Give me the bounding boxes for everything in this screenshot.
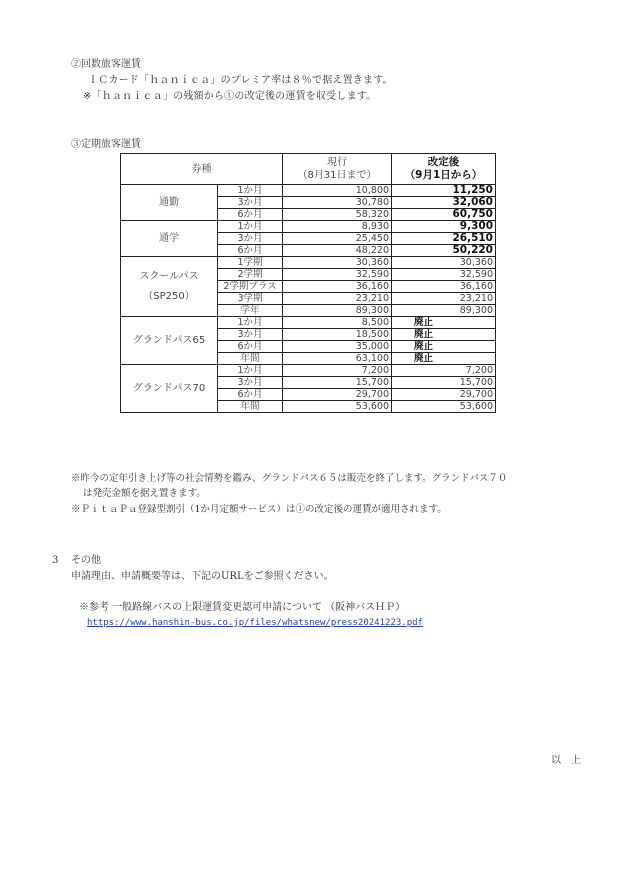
period-cell: 6か月 (218, 209, 283, 221)
current-fare-cell: 30,360 (283, 257, 392, 269)
ticket-type-label: グランドパス65 (132, 334, 206, 346)
ticket-type-cell (121, 257, 218, 317)
ticket-type-sublabel: （SP250） (143, 290, 195, 302)
period-cell: 3か月 (218, 329, 283, 341)
other-section-heading: その他 (71, 555, 101, 566)
table-row (121, 365, 496, 377)
period-cell: 6か月 (218, 341, 283, 353)
current-fare-cell: 25,450 (283, 233, 392, 245)
revised-fare-cell: 53,600 (392, 401, 496, 413)
header-current-label: 現行 (327, 157, 347, 168)
revised-fare-cell: 9,300 (392, 221, 496, 233)
ticket-type-cell (121, 365, 218, 413)
header-revised-date: （9月1日から） (404, 169, 483, 181)
current-fare-cell: 10,800 (283, 185, 392, 197)
period-cell: 1か月 (218, 185, 283, 197)
ticket-type-cell (121, 317, 218, 365)
current-fare-cell: 53,600 (283, 401, 392, 413)
header-revised (392, 154, 496, 185)
period-cell: 1か月 (218, 221, 283, 233)
period-cell: 3学期 (218, 293, 283, 305)
period-cell: 3か月 (218, 197, 283, 209)
closing-mark: 以 上 (551, 755, 581, 766)
current-fare-cell: 29,700 (283, 389, 392, 401)
revised-fare-cell: 60,750 (392, 209, 496, 221)
current-fare-cell: 30,780 (283, 197, 392, 209)
period-cell: 6か月 (218, 245, 283, 257)
revised-fare-cell: 30,360 (392, 257, 496, 269)
period-cell: 2学期プラス (218, 281, 283, 293)
revised-fare-abolished-cell: 廃止 (392, 317, 496, 329)
current-fare-cell: 89,300 (283, 305, 392, 317)
current-fare-cell: 18,500 (283, 329, 392, 341)
note-pitapa: ※ＰｉｔａＰａ登録型割引（1か月定額サービス）は①の改定後の運賃が適用されます。 (71, 504, 447, 515)
period-cell: 6か月 (218, 389, 283, 401)
current-fare-cell: 32,590 (283, 269, 392, 281)
current-fare-cell: 15,700 (283, 377, 392, 389)
revised-fare-cell: 29,700 (392, 389, 496, 401)
table-row (121, 185, 496, 197)
current-fare-cell: 36,160 (283, 281, 392, 293)
ticket-type-label: 通勤 (159, 196, 179, 208)
note-grandpass-line-1: ※昨今の定年引き上げ等の社会情勢を鑑み、グランドパス６５は販売を終了します。グランドパス７０ (71, 473, 508, 484)
header-current-date: （8月31日まで） (297, 170, 377, 181)
revised-fare-cell: 26,510 (392, 233, 496, 245)
revised-fare-cell: 32,060 (392, 197, 496, 209)
table-header-row (121, 154, 496, 185)
reference-url-link[interactable]: https://www.hanshin-bus.co.jp/files/whatsnew/press20241223.pdf (87, 618, 423, 628)
table-row (121, 257, 496, 269)
ticket-type-label: 通学 (159, 232, 179, 244)
commuter-pass-fare-table (120, 153, 496, 413)
current-fare-cell: 63,100 (283, 353, 392, 365)
revised-fare-abolished-cell: 廃止 (392, 341, 496, 353)
other-section-body: 申請理由、申請概要等は、下記のURLをご参照ください。 (71, 571, 334, 582)
section-3-heading: ③定期旅客運賃 (71, 139, 141, 150)
period-cell: 3か月 (218, 377, 283, 389)
period-cell: 2学期 (218, 269, 283, 281)
period-cell: 年間 (218, 353, 283, 365)
section-2-heading: ②回数旅客運賃 (71, 59, 141, 70)
table-body (121, 185, 496, 413)
revised-fare-cell: 15,700 (392, 377, 496, 389)
revised-fare-cell: 50,220 (392, 245, 496, 257)
revised-fare-cell: 89,300 (392, 305, 496, 317)
ticket-type-cell (121, 221, 218, 257)
revised-fare-cell: 36,160 (392, 281, 496, 293)
note-grandpass-line-2: は発売金額を据え置きます。 (83, 488, 206, 499)
current-fare-cell: 8,930 (283, 221, 392, 233)
period-cell: 1か月 (218, 317, 283, 329)
revised-fare-abolished-cell: 廃止 (392, 353, 496, 365)
other-section-number: 3 (52, 555, 59, 566)
ticket-type-label: スクールパス (139, 270, 199, 282)
table-row (121, 317, 496, 329)
revised-fare-cell: 32,590 (392, 269, 496, 281)
period-cell: 学年 (218, 305, 283, 317)
ticket-type-cell (121, 185, 218, 221)
revised-fare-cell: 23,210 (392, 293, 496, 305)
current-fare-cell: 8,500 (283, 317, 392, 329)
current-fare-cell: 58,320 (283, 209, 392, 221)
current-fare-cell: 7,200 (283, 365, 392, 377)
period-cell: 3か月 (218, 233, 283, 245)
revised-fare-cell: 11,250 (392, 185, 496, 197)
period-cell: 1学期 (218, 257, 283, 269)
period-cell: 1か月 (218, 365, 283, 377)
period-cell: 年間 (218, 401, 283, 413)
ticket-type-label: グランドパス70 (132, 382, 206, 394)
current-fare-cell: 35,000 (283, 341, 392, 353)
section-2-line-1: ＩＣカード「ｈａｎｉｃａ」のプレミア率は８％で据え置きます。 (88, 75, 393, 86)
current-fare-cell: 23,210 (283, 293, 392, 305)
header-ticket-type: 券種 (121, 154, 283, 185)
current-fare-cell: 48,220 (283, 245, 392, 257)
reference-text: ※参考 一般路線バスの上限運賃変更認可申請について （阪神バスＨＰ） (79, 602, 406, 613)
revised-fare-cell: 7,200 (392, 365, 496, 377)
header-revised-label: 改定後 (427, 156, 460, 168)
section-2-line-2: ※「ｈａｎｉｃａ」の残額から①の改定後の運賃を収受します。 (83, 91, 377, 102)
table-row (121, 221, 496, 233)
revised-fare-abolished-cell: 廃止 (392, 329, 496, 341)
header-current (283, 154, 392, 185)
